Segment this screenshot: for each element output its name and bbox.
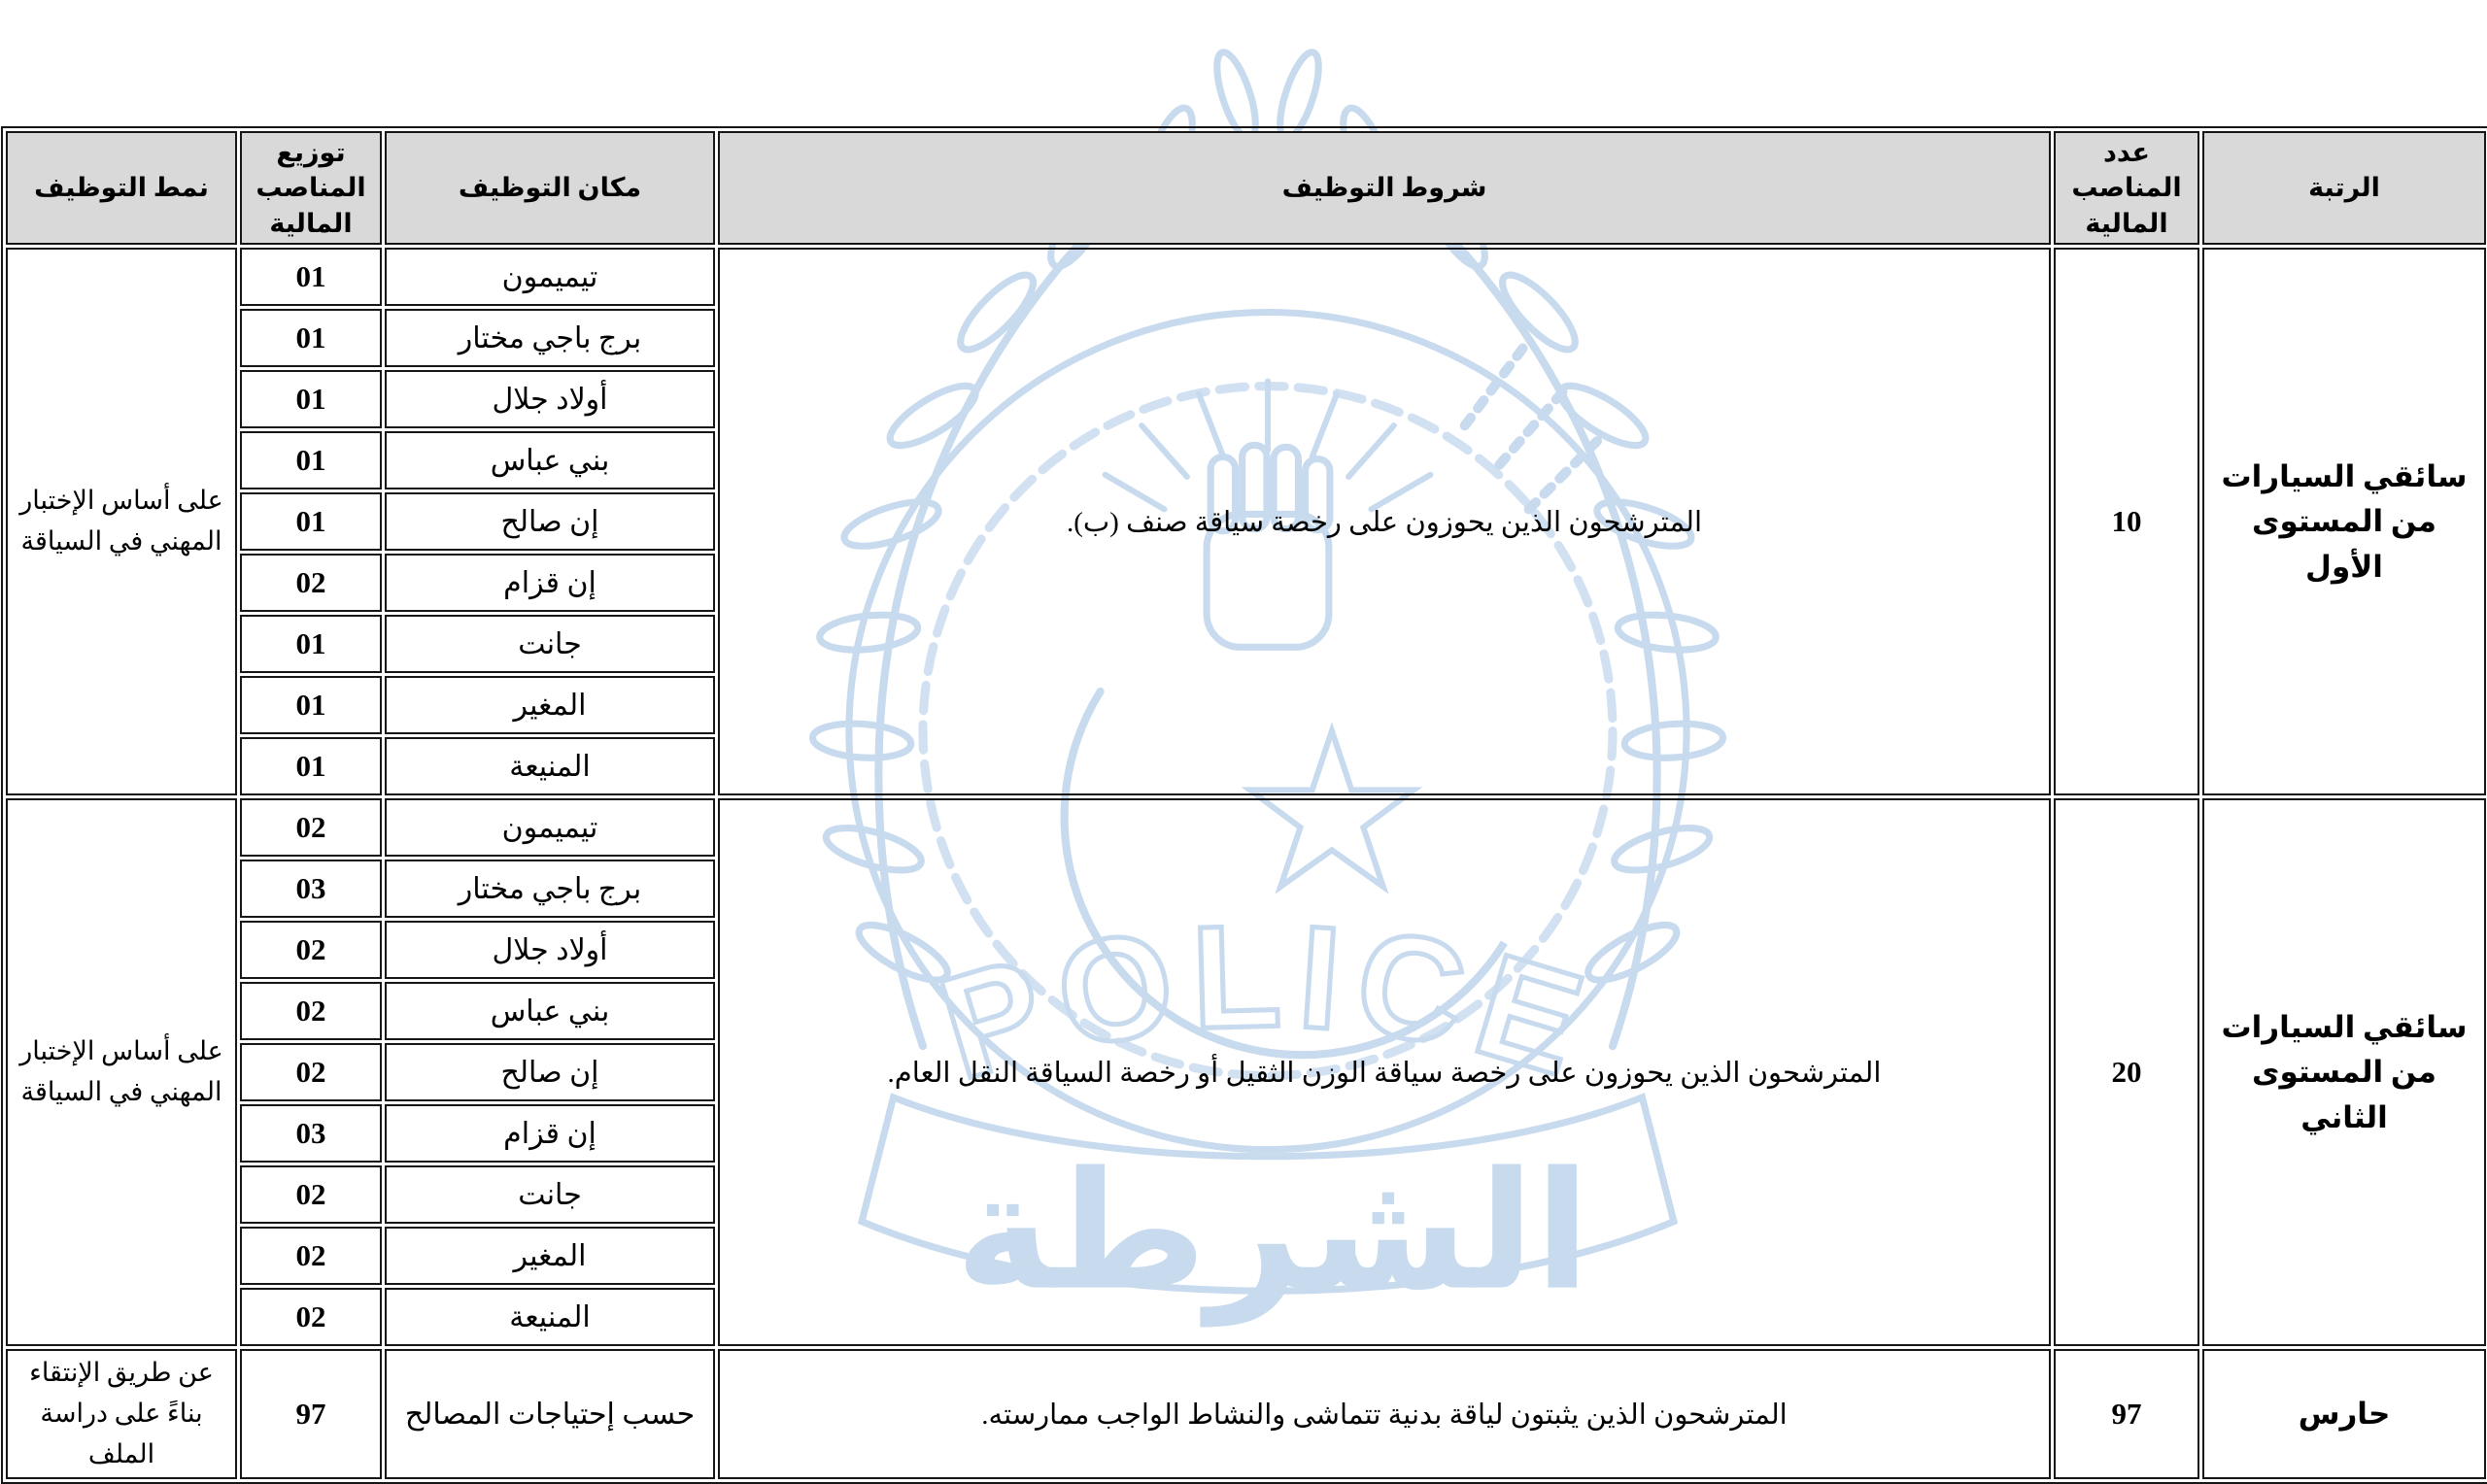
rank-cell: سائقي السيارات من المستوى الأول [2202, 248, 2486, 795]
location-cell: إن قزام [385, 554, 715, 612]
location-cell: برج باجي مختار [385, 309, 715, 367]
location-cell: برج باجي مختار [385, 860, 715, 918]
location-cell: أولاد جلال [385, 370, 715, 428]
header-rank: الرتبة [2202, 131, 2486, 245]
distribution-cell: 02 [240, 1288, 382, 1346]
distribution-cell: 02 [240, 1165, 382, 1224]
location-cell: إن قزام [385, 1104, 715, 1163]
distribution-cell: 01 [240, 370, 382, 428]
distribution-cell: 01 [240, 248, 382, 306]
location-cell: تيميمون [385, 248, 715, 306]
count-cell: 97 [2054, 1349, 2199, 1479]
table-row [6, 1349, 2486, 1479]
distribution-cell: 02 [240, 982, 382, 1040]
location-cell: بني عباس [385, 982, 715, 1040]
distribution-cell: 02 [240, 798, 382, 857]
header-distribution: توزيع المناصب المالية [240, 131, 382, 245]
location-cell: المغير [385, 1227, 715, 1285]
distribution-cell: 01 [240, 309, 382, 367]
distribution-cell: 02 [240, 921, 382, 979]
rank-cell: حارس [2202, 1349, 2486, 1479]
distribution-cell: 97 [240, 1349, 382, 1479]
location-cell: حسب إحتياجات المصالح [385, 1349, 715, 1479]
location-cell: المنيعة [385, 737, 715, 795]
table-row [6, 798, 2486, 857]
distribution-cell: 01 [240, 737, 382, 795]
distribution-cell: 02 [240, 1043, 382, 1101]
header-location: مكان التوظيف [385, 131, 715, 245]
distribution-cell: 01 [240, 676, 382, 734]
distribution-cell: 01 [240, 431, 382, 489]
table-row [6, 248, 2486, 306]
location-cell: جانت [385, 615, 715, 673]
header-mode: نمط التوظيف [6, 131, 237, 245]
police-watermark-text: POLICE [923, 893, 1613, 1111]
location-cell: أولاد جلال [385, 921, 715, 979]
police-watermark-arabic-text: الشرطة [955, 1143, 1590, 1324]
location-cell: إن صالح [385, 1043, 715, 1101]
distribution-cell: 01 [240, 492, 382, 551]
location-cell: تيميمون [385, 798, 715, 857]
distribution-cell: 01 [240, 615, 382, 673]
location-cell: المغير [385, 676, 715, 734]
header-conditions: شروط التوظيف [718, 131, 2051, 245]
recruitment-table [1, 126, 2487, 1484]
conditions-cell: المترشحون الذين يحوزون على رخصة سياقة صنف (ب). [718, 248, 2051, 795]
count-cell: 10 [2054, 248, 2199, 795]
mode-cell: على أساس الإختبار المهني في السياقة [6, 248, 237, 795]
distribution-cell: 03 [240, 1104, 382, 1163]
distribution-cell: 03 [240, 860, 382, 918]
conditions-cell: المترشحون الذين يحوزون على رخصة سياقة الوزن الثقيل أو رخصة السياقة النقل العام. [718, 798, 2051, 1346]
count-cell: 20 [2054, 798, 2199, 1346]
table-header-row [6, 131, 2486, 245]
conditions-cell: المترشحون الذين يثبتون لياقة بدنية تتماشى والنشاط الواجب ممارسته. [718, 1349, 2051, 1479]
rank-cell: سائقي السيارات من المستوى الثاني [2202, 798, 2486, 1346]
mode-cell: على أساس الإختبار المهني في السياقة [6, 798, 237, 1346]
location-cell: إن صالح [385, 492, 715, 551]
location-cell: المنيعة [385, 1288, 715, 1346]
distribution-cell: 02 [240, 554, 382, 612]
mode-cell: عن طريق الإنتقاء بناءً على دراسة الملف [6, 1349, 237, 1479]
header-count: عدد المناصب المالية [2054, 131, 2199, 245]
location-cell: بني عباس [385, 431, 715, 489]
location-cell: جانت [385, 1165, 715, 1224]
distribution-cell: 02 [240, 1227, 382, 1285]
table-body [6, 248, 2486, 1479]
